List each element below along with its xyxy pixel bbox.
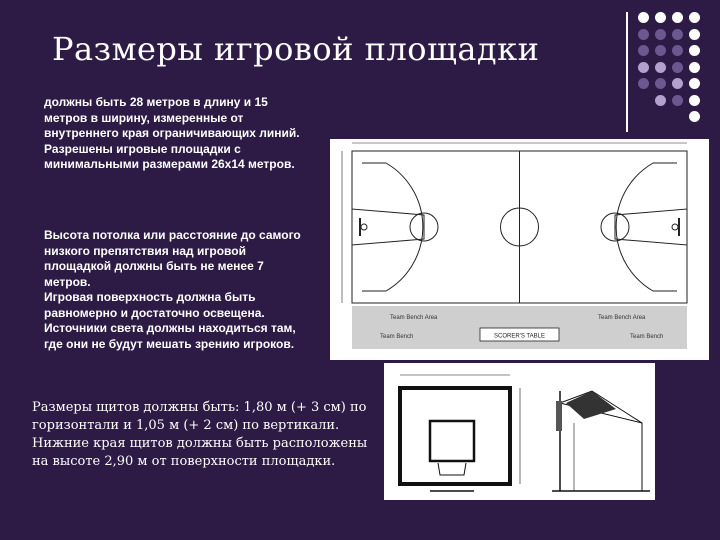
- lighting-text: Игровая поверхность должна быть равномерно и достаточно освещена. Источники света должны находиться там, где они не будут мешать зрению игроков.: [44, 290, 296, 351]
- decorative-dot: [638, 62, 649, 73]
- decorative-dot: [689, 111, 700, 122]
- right-hoop: [672, 224, 678, 230]
- left-hoop: [361, 224, 367, 230]
- backboard-rim-net: [438, 463, 466, 475]
- decorative-dot: [655, 29, 666, 40]
- backboard-target-square: [430, 421, 474, 461]
- court-diagram-svg: [330, 139, 709, 360]
- team-bench-left-small-label: Team Bench: [380, 334, 414, 340]
- decorative-dot: [655, 78, 666, 89]
- court-dimensions-text: должны быть 28 метров в длину и 15 метров в ширину, измеренные от внутреннего края ограничивающих линий. Разрешены игровые площадки с минимальными размерами 26х14 метров.: [44, 95, 300, 171]
- right-three-point-line: [616, 163, 677, 291]
- team-bench-right-label: Team Bench Area: [598, 315, 646, 321]
- decorative-dot: [689, 29, 700, 40]
- scorers-table-label: SCORER'S TABLE: [494, 333, 545, 340]
- decorative-dot: [655, 12, 666, 23]
- decorative-dot: [638, 29, 649, 40]
- backboard-diagram-svg: [384, 363, 655, 500]
- decorative-dot: [689, 62, 700, 73]
- backboard-frame: [400, 388, 510, 484]
- backboard-dimensions-text: Размеры щитов должны быть: 1,80 м (+ 3 см) по горизонтали и 1,05 м (+ 2 см) по вертикали. Нижние края щитов должны быть расположены на высоте 2,90 м от поверхности площадки.: [32, 400, 368, 469]
- decorative-dot: [638, 12, 649, 23]
- decorative-dot: [689, 78, 700, 89]
- backboard-diagram: [384, 363, 655, 500]
- decorative-dot: [638, 45, 649, 56]
- bench-zone: [352, 306, 687, 349]
- right-restricted-area: [615, 209, 687, 245]
- decorative-dot: [672, 62, 683, 73]
- side-backboard: [556, 401, 562, 431]
- ceiling-height-text: Высота потолка или расстояние до самого низкого препятствия над игровой площадкой должны быть не менее 7 метров.: [44, 228, 301, 289]
- decorative-dot: [672, 29, 683, 40]
- decorative-dot: [672, 12, 683, 23]
- left-three-point-line: [362, 163, 423, 291]
- left-restricted-area: [352, 209, 424, 245]
- decorative-vertical-line: [626, 12, 628, 132]
- slide-title: Размеры игровой площадки: [52, 30, 540, 68]
- decorative-dot: [672, 78, 683, 89]
- decorative-dot: [655, 45, 666, 56]
- decorative-dot: [655, 95, 666, 106]
- court-diagram: [330, 139, 709, 360]
- decorative-dot: [689, 95, 700, 106]
- decorative-dot: [672, 95, 683, 106]
- decorative-dot: [638, 78, 649, 89]
- team-bench-left-label: Team Bench Area: [390, 315, 438, 321]
- ceiling-lighting-text: [44, 228, 306, 352]
- decorative-dot: [689, 45, 700, 56]
- decorative-dot: [689, 12, 700, 23]
- decorative-dot: [672, 45, 683, 56]
- team-bench-right-small-label: Team Bench: [630, 334, 664, 340]
- decorative-dot: [655, 62, 666, 73]
